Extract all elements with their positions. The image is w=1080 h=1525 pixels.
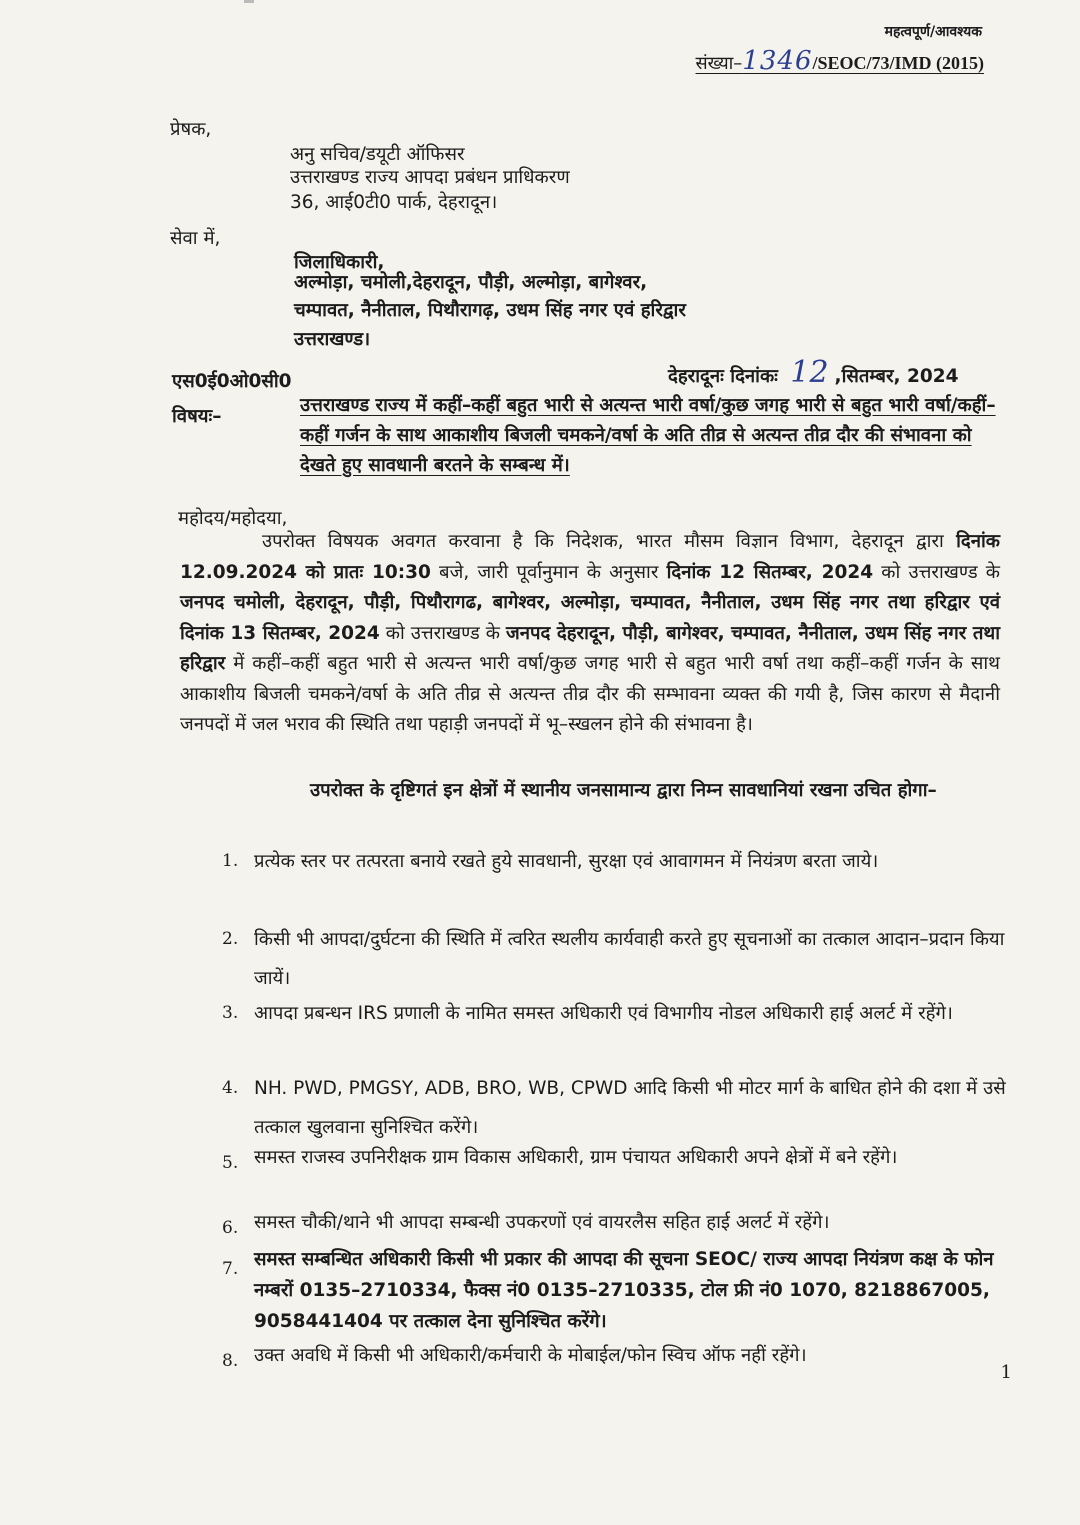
body-paragraph-2: [186, 772, 1006, 810]
list-item-5: [222, 1142, 1012, 1204]
recipient-line-1: जिलाधिकारी,: [294, 252, 385, 273]
item-number: 1.: [222, 851, 239, 871]
item-number: 2.: [222, 929, 239, 949]
p1-text-c: बजे, जारी पूर्वानुमान के अनुसार: [430, 561, 667, 583]
list-item-6: [222, 1207, 1012, 1241]
list-item-4: [222, 1069, 1012, 1149]
ref-code: /SEOC/73/IMD (2015): [812, 53, 984, 73]
item-text: किसी भी आपदा/दुर्घटना की स्थिति में त्वरित स्थलीय कार्यवाही करते हुए सूचनाओं का तत्काल आदान–प्रदान किया जायें।: [254, 929, 1005, 989]
list-item-3: [222, 994, 1012, 1074]
ref-handwritten-number: 1346: [742, 46, 813, 76]
item-number: 6.: [222, 1218, 239, 1238]
item-text: प्रत्येक स्तर पर तत्परता बनाये रखते हुये सावधानी, सुरक्षा एवं आवागमन में नियंत्रण बरता जाये।: [254, 851, 879, 872]
sender-line-2: उत्तराखण्ड राज्य आपदा प्रबंधन प्राधिकरण: [290, 167, 570, 188]
recipient-line-4: उत्तराखण्ड।: [294, 329, 371, 350]
item-text: आपदा प्रबन्धन IRS प्रणाली के नामित समस्त अधिकारी एवं विभागीय नोडल अधिकारी हाई अलर्ट में रहेंगे।: [254, 1003, 953, 1024]
date-handwritten-day: 12: [790, 355, 829, 390]
scan-mark: [244, 0, 254, 3]
p1-date-1: दिनांक 12 सितम्बर, 2024: [666, 561, 874, 583]
item-number: 7.: [222, 1259, 239, 1279]
body-paragraph-1: [180, 527, 1000, 741]
p1-districts-1: जनपद चमोली, देहरादून, पौड़ी, पिथौरागढ, बागेश्वर, अल्मोड़ा, चम्पावत, नैनीताल, उधम सिंह नगर तथा हरिद्वार एवं दिनांक 13 सितम्बर, 2024: [180, 592, 1000, 644]
p1-districts-2: जनपद देहरादून, पौड़ी, बागेश्वर, चम्पावत, नैनीताल, उधम सिंह नगर तथा हरिद्वार: [180, 622, 1001, 674]
item-text: समस्त सम्बन्धित अधिकारी किसी भी प्रकार की आपदा की सूचना SEOC/ राज्य आपदा नियंत्रण कक्ष के फोन नम्बरों 0135–2710334, फैक्स नं0 0135–2710335, टोल फ्री नं0 1070, 8218867005, 9058441404 पर तत्काल देना सुनिश्चित करेंगे।: [254, 1249, 994, 1332]
sender-label: प्रेषक,: [170, 119, 212, 140]
item-number: 4.: [222, 1078, 239, 1098]
recipient-label: सेवा में,: [170, 228, 221, 249]
reference-number: [696, 46, 985, 76]
list-item-8: [222, 1340, 1012, 1374]
subject-text: [300, 391, 1000, 481]
list-item-2: [222, 920, 1012, 1000]
sender-line-1: अनु सचिव/डयूटी ऑफिसर: [290, 144, 465, 165]
date-prefix: देहरादूनः दिनांकः: [668, 366, 778, 387]
subject-body: उत्तराखण्ड राज्य में कहीं–कहीं बहुत भारी से अत्यन्त भारी वर्षा/कुछ जगह भारी से बहुत भारी वर्षा/कहीं–कहीं गर्जन के साथ आकाशीय बिजली चमकने/वर्षा के अति तीव्र से अत्यन्त तीव्र दौर की संभावना को देखते हुए सावधानी बरतने के सम्बन्ध में।: [300, 395, 996, 476]
salutation: महोदय/महोदया,: [178, 508, 288, 529]
p1-text-g: को उत्तराखण्ड के: [379, 622, 506, 644]
office-code: एस0ई0ओ0सी0: [172, 371, 292, 392]
letter-date: [668, 355, 959, 390]
item-text: समस्त चौकी/थाने भी आपदा सम्बन्धी उपकरणों एवं वायरलैस सहित हाई अलर्ट में रहेंगे।: [254, 1212, 830, 1233]
item-number: 8.: [222, 1351, 239, 1371]
p1-text-a: उपरोक्त विषयक अवगत करवाना है कि निदेशक, भारत मौसम विज्ञान विभाग, देहरादून द्वारा: [262, 531, 957, 552]
list-item-7: [222, 1244, 1012, 1340]
sender-line-3: 36, आई0टी0 पार्क, देहरादून।: [290, 192, 498, 213]
priority-label: महत्वपूर्ण/आवश्यक: [884, 24, 982, 40]
recipient-line-2: अल्मोड़ा, चमोली,देहरादून, पौड़ी, अल्मोड़ा, बागेश्वर,: [294, 272, 648, 293]
p2-text: उपरोक्त के दृष्टिगतं इन क्षेत्रों में स्थानीय जनसामान्य द्वारा निम्न सावधानियां रखना उचित होगा–: [310, 780, 937, 801]
date-suffix: ,सितम्बर, 2024: [834, 366, 959, 387]
ref-label: संख्या–: [695, 53, 743, 74]
p1-date-time: दिनांक 12.09.2024 को प्रातः 10:30: [180, 531, 1000, 583]
page-number: 1: [1000, 1362, 1012, 1383]
p1-text-i: में कहीं–कहीं बहुत भारी से अत्यन्त भारी वर्षा/कुछ जगह भारी से बहुत भारी वर्षा तथा कहीं–कहीं गर्जन के साथ आकाशीय बिजली चमकने/वर्षा के अति तीव्र से अत्यन्त तीव्र दौर की सम्भावना व्यक्त की गयी है, जिस कारण से मैदानी जनपदों में जल भराव की स्थिति तथा पहाड़ी जनपदों में भू–स्खलन होने की संभावना है।: [180, 653, 1000, 735]
item-text: समस्त राजस्व उपनिरीक्षक ग्राम विकास अधिकारी, ग्राम पंचायत अधिकारी अपने क्षेत्रों में बने रहेंगे।: [254, 1147, 898, 1168]
list-item-1: [222, 842, 1012, 922]
item-text: उक्त अवधि में किसी भी अधिकारी/कर्मचारी के मोबाईल/फोन स्विच ऑफ नहीं रहेंगे।: [254, 1345, 807, 1366]
item-text: NH. PWD, PMGSY, ADB, BRO, WB, CPWD आदि किसी भी मोटर मार्ग के बाधित होने की दशा में उसे तत्काल खुलवाना सुनिश्चित करेंगे।: [254, 1078, 1006, 1138]
recipient-line-3: चम्पावत, नैनीताल, पिथौरागढ़, उधम सिंह नगर एवं हरिद्वार: [294, 300, 686, 321]
item-number: 5.: [222, 1153, 239, 1173]
p1-text-e: को उत्तराखण्ड के: [873, 561, 1001, 583]
item-number: 3.: [222, 1003, 239, 1023]
subject-label: विषयः–: [172, 406, 222, 427]
